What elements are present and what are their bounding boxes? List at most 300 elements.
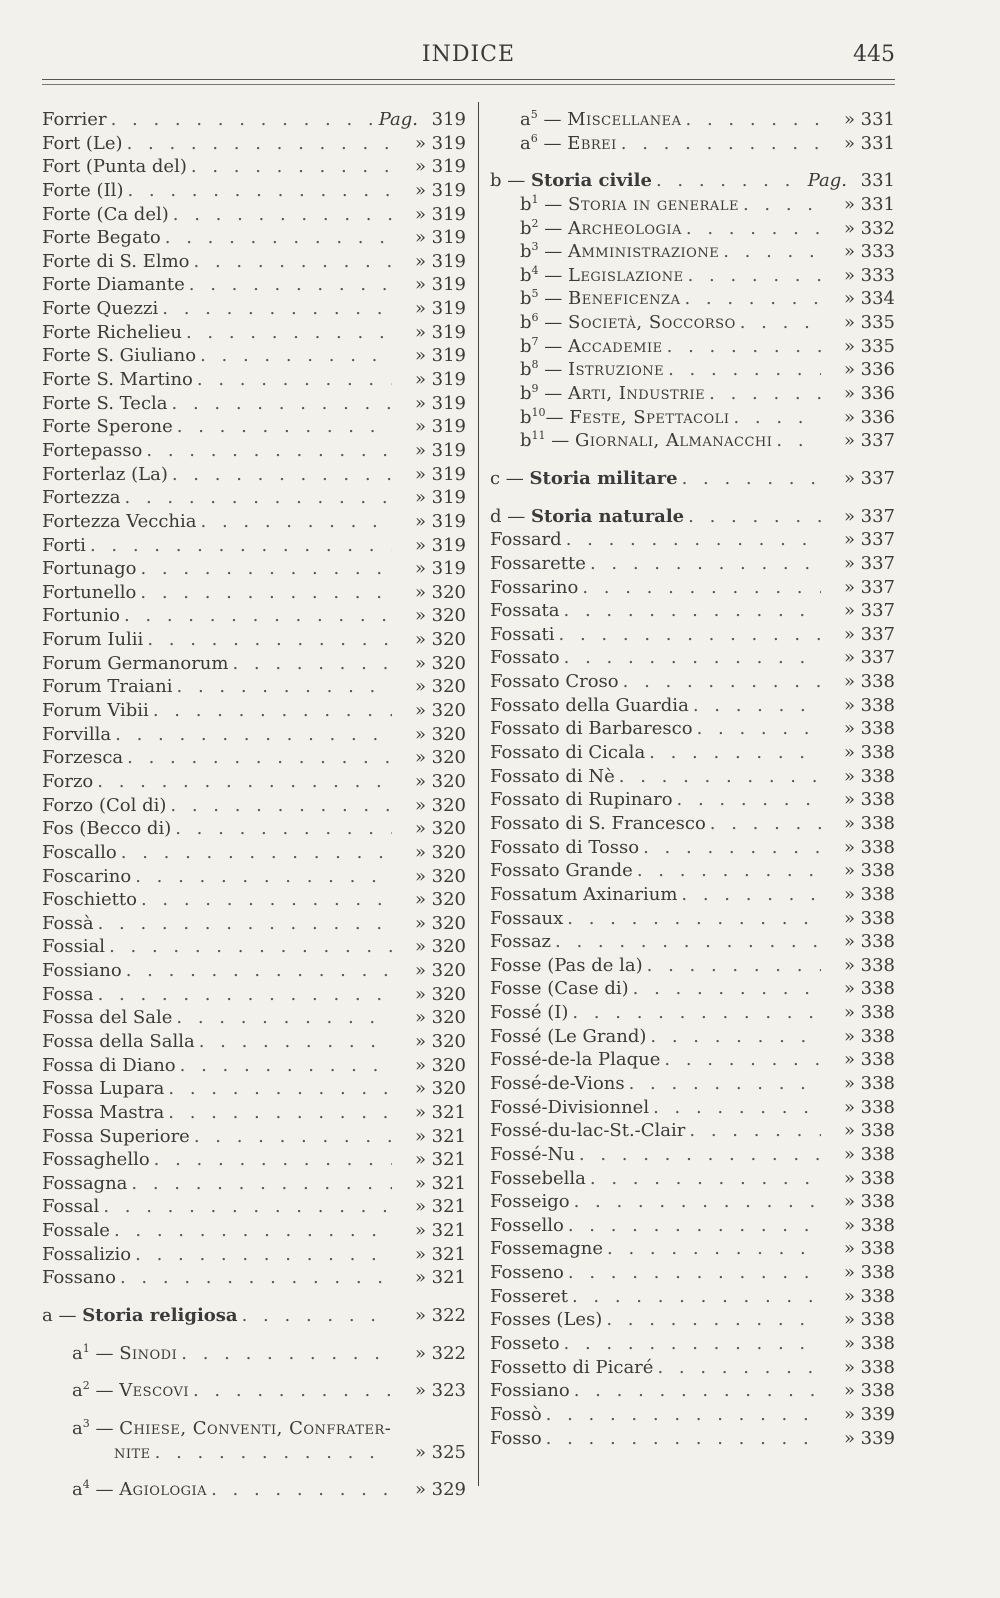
- dot-leader: [621, 132, 821, 156]
- entry-page: 338: [860, 1072, 895, 1094]
- index-entry: [490, 599, 895, 623]
- entry-name: Fossé (I): [490, 1002, 569, 1024]
- entry-name: Fosses (Les): [490, 1309, 603, 1331]
- entry-mark: »: [843, 264, 855, 286]
- entry-mark: »: [843, 467, 855, 489]
- entry-page: 338: [860, 789, 895, 811]
- dot-leader: [656, 169, 804, 193]
- entry-mark: »: [843, 1238, 855, 1260]
- entry-mark: »: [414, 700, 426, 722]
- dot-leader: [740, 311, 821, 335]
- entry-mark: »: [414, 439, 426, 461]
- entry-page: 337: [860, 467, 895, 489]
- entry-page: 337: [860, 529, 895, 551]
- dot-leader: [688, 264, 821, 288]
- entry-name: Fossello: [490, 1214, 564, 1236]
- entry-page: 325: [431, 1441, 466, 1463]
- entry-title: Amministrazione: [567, 241, 720, 263]
- entry-page: 320: [431, 770, 466, 792]
- entry-mark: »: [843, 694, 855, 716]
- entry-page: 321: [431, 1220, 466, 1242]
- entry-name: Fossato di Tosso: [490, 836, 640, 858]
- subsection-entry: [490, 429, 895, 453]
- entry-name: Forte S. Giuliano: [42, 345, 197, 367]
- entry-mark: »: [843, 288, 855, 310]
- entry-name: Forte S. Martino: [42, 369, 193, 391]
- index-entry: [42, 1195, 466, 1219]
- entry-page: 336: [860, 359, 895, 381]
- index-entry: [42, 817, 466, 841]
- entry-page: 320: [431, 912, 466, 934]
- index-entry: [490, 717, 895, 741]
- entry-name: Forzesca: [42, 747, 124, 769]
- dot-leader: [177, 675, 392, 699]
- entry-page: 336: [860, 383, 895, 405]
- index-entry: [42, 392, 466, 416]
- entry-page: 338: [860, 765, 895, 787]
- index-entry: [42, 628, 466, 652]
- entry-mark: »: [843, 789, 855, 811]
- dot-leader: [186, 321, 392, 345]
- entry-title: Chiese, Conventi, Confrater-: [119, 1417, 392, 1439]
- entry-superscript: 2: [82, 1379, 90, 1393]
- entry-page: 321: [431, 1149, 466, 1171]
- left-column: [42, 108, 466, 1502]
- entry-page: 337: [860, 430, 895, 452]
- entry-page: 320: [431, 983, 466, 1005]
- entry-page: 338: [860, 931, 895, 953]
- index-entry: [42, 132, 466, 156]
- dot-leader: [162, 297, 392, 321]
- dot-leader: [582, 576, 821, 600]
- entry-page: 319: [431, 203, 466, 225]
- index-entry: [42, 1148, 466, 1172]
- index-entry: [42, 250, 466, 274]
- entry-title: Sinodi: [119, 1342, 178, 1364]
- dot-leader: [103, 1195, 392, 1219]
- entry-page: 319: [431, 534, 466, 556]
- entry-page: 320: [431, 794, 466, 816]
- entry-mark: »: [414, 369, 426, 391]
- index-entry: [42, 723, 466, 747]
- entry-mark: »: [414, 936, 426, 958]
- entry-page: 338: [860, 1356, 895, 1378]
- dot-leader: [564, 646, 821, 670]
- entry-mark: »: [414, 250, 426, 272]
- entry-title: Storia militare: [529, 467, 678, 489]
- index-entry: [490, 1308, 895, 1332]
- entry-superscript: 1: [82, 1341, 90, 1355]
- dot-leader: [657, 1356, 821, 1380]
- entry-superscript: 9: [531, 382, 539, 396]
- dot-leader: [668, 358, 821, 382]
- entry-mark: »: [843, 241, 855, 263]
- entry-mark: »: [843, 1143, 855, 1165]
- entry-name: Forum Vibii: [42, 700, 149, 722]
- entry-name: Fossato Grande: [490, 860, 633, 882]
- entry-name: Fossato di Nè: [490, 765, 615, 787]
- dot-leader: [191, 155, 392, 179]
- entry-page: 319: [431, 321, 466, 343]
- dot-leader: [743, 193, 821, 217]
- entry-name: Fossebella: [490, 1167, 586, 1189]
- index-entry: [42, 415, 466, 439]
- dot-leader: [232, 652, 392, 676]
- entry-mark: »: [414, 1149, 426, 1171]
- entry-name: $b^4$ — Legislazione: [520, 263, 684, 286]
- index-entry: [42, 155, 466, 179]
- dot-leader: [181, 1342, 392, 1366]
- dot-leader: [193, 1379, 392, 1403]
- entry-mark: »: [843, 312, 855, 334]
- entry-mark: »: [414, 416, 426, 438]
- entry-name: $b^8$ — Istruzione: [520, 358, 665, 381]
- spacer: [490, 453, 895, 467]
- entry-mark: »: [843, 576, 855, 598]
- index-entry: [42, 935, 466, 959]
- entry-superscript: 6: [531, 311, 539, 325]
- entry-page: 338: [860, 694, 895, 716]
- entry-page: 337: [860, 647, 895, 669]
- entry-mark: »: [843, 1403, 855, 1425]
- entry-name: Fossiano: [490, 1380, 570, 1402]
- entry-page: 321: [431, 1196, 466, 1218]
- entry-mark: Pag.: [378, 109, 418, 130]
- dot-leader: [619, 765, 821, 789]
- entry-name: Fossé-de-Vions: [490, 1072, 625, 1094]
- entry-title: Storia naturale: [530, 505, 685, 527]
- dot-leader: [97, 770, 392, 794]
- index-entry: [42, 1101, 466, 1125]
- entry-name: Fos (Becco di): [42, 818, 172, 840]
- entry-superscript: 10: [531, 405, 546, 419]
- entry-title: Istruzione: [567, 359, 665, 381]
- entry-mark: »: [843, 1191, 855, 1213]
- entry-page: 319: [431, 510, 466, 532]
- dot-leader: [677, 788, 821, 812]
- entry-page: 338: [860, 883, 895, 905]
- entry-mark: »: [414, 912, 426, 934]
- dot-leader: [98, 983, 392, 1007]
- entry-name: Fortunago: [42, 558, 137, 580]
- entry-mark: »: [414, 558, 426, 580]
- entry-mark: »: [843, 505, 855, 527]
- page-title: INDICE: [421, 42, 516, 67]
- header-rule: [42, 79, 895, 85]
- left-section-list: [42, 1304, 466, 1502]
- entry-name: Fossa di Diano: [42, 1054, 176, 1076]
- index-entry: [42, 534, 466, 558]
- entry-name: $b^3$ — Amministrazione: [520, 240, 720, 263]
- entry-name: Forte S. Tecla: [42, 392, 168, 414]
- dot-leader: [155, 1441, 392, 1465]
- entry-name: Fossaz: [490, 931, 552, 953]
- dot-leader: [607, 1237, 821, 1261]
- subsection-entry: [490, 132, 895, 156]
- index-entry: [490, 670, 895, 694]
- subsection-entry-continued: [42, 1441, 466, 1465]
- dot-leader: [693, 694, 821, 718]
- entry-name: Fosseno: [490, 1262, 564, 1284]
- entry-title: Beneficenza: [567, 288, 681, 310]
- entry-page: 338: [860, 978, 895, 1000]
- entry-mark: »: [414, 1220, 426, 1242]
- entry-name: Forvilla: [42, 723, 112, 745]
- entry-mark: »: [414, 1479, 426, 1501]
- entry-page: 319: [431, 416, 466, 438]
- dot-leader: [131, 1172, 392, 1196]
- dot-leader: [653, 1096, 821, 1120]
- entry-superscript: 7: [531, 334, 539, 348]
- entry-mark: »: [843, 623, 855, 645]
- entry-name: Fossetto di Picaré: [490, 1356, 654, 1378]
- entry-page: 320: [431, 889, 466, 911]
- dot-leader: [154, 1148, 392, 1172]
- index-entry: [490, 1025, 895, 1049]
- entry-mark: »: [414, 534, 426, 556]
- dot-leader: [579, 1143, 821, 1167]
- entry-mark: »: [414, 605, 426, 627]
- entry-name: $b^{10}—$ Feste, Spettacoli: [520, 405, 730, 428]
- entry-mark: »: [414, 1030, 426, 1052]
- dot-leader: [121, 841, 392, 865]
- index-entry: [42, 1219, 466, 1243]
- entry-name: Fortunello: [42, 581, 137, 603]
- entry-name: $b^1$ — Storia in generale: [520, 192, 739, 215]
- index-entry: [42, 510, 466, 534]
- subsection-entry: [490, 358, 895, 382]
- index-entry: [42, 699, 466, 723]
- entry-title: Arti, Industrie: [567, 383, 706, 405]
- dot-leader: [546, 1403, 821, 1427]
- entry-page: 329: [431, 1479, 466, 1501]
- entry-mark: »: [414, 463, 426, 485]
- entry-mark: »: [843, 1049, 855, 1071]
- entry-mark: »: [843, 1120, 855, 1142]
- index-entry: [42, 1266, 466, 1290]
- entry-mark: »: [414, 345, 426, 367]
- dot-leader: [637, 859, 821, 883]
- index-entry: [490, 1332, 895, 1356]
- entry-mark: »: [414, 581, 426, 603]
- entry-mark: »: [843, 193, 855, 215]
- entry-superscript: 5: [530, 108, 538, 121]
- dot-leader: [567, 907, 821, 931]
- right-column: [490, 108, 895, 1450]
- entry-name: a — Storia religiosa: [42, 1305, 238, 1327]
- entry-page: 338: [860, 907, 895, 929]
- subsection-entry: [490, 193, 895, 217]
- entry-mark: »: [414, 818, 426, 840]
- index-entry: [490, 552, 895, 576]
- entry-mark: »: [843, 1333, 855, 1355]
- entry-mark: »: [843, 931, 855, 953]
- entry-page: 319: [431, 227, 466, 249]
- spacer: [490, 155, 895, 169]
- dot-leader: [564, 1332, 821, 1356]
- entry-mark: »: [843, 217, 855, 239]
- entry-name: Fossà: [42, 912, 94, 934]
- entry-mark: »: [414, 723, 426, 745]
- index-entry: [42, 912, 466, 936]
- index-entry: [490, 1143, 895, 1167]
- entry-name: Fossati: [490, 623, 555, 645]
- entry-page: 319: [431, 250, 466, 272]
- entry-name: Fossiano: [42, 960, 122, 982]
- dot-leader: [629, 1072, 821, 1096]
- entry-page: 338: [860, 718, 895, 740]
- subsection-entry: [490, 217, 895, 241]
- entry-mark: »: [843, 1285, 855, 1307]
- entry-name: $b^6$ — Società, Soccorso: [520, 311, 736, 334]
- index-entry: [490, 812, 895, 836]
- entry-name: Fosso: [490, 1427, 542, 1449]
- dot-leader: [165, 226, 392, 250]
- entry-page: 337: [860, 576, 895, 598]
- entry-page: 320: [431, 1030, 466, 1052]
- entry-mark: »: [414, 392, 426, 414]
- index-entry: [490, 883, 895, 907]
- entry-page: 339: [860, 1427, 895, 1449]
- entry-mark: Pag.: [807, 170, 847, 192]
- entry-page: 339: [860, 1403, 895, 1425]
- dot-leader: [664, 1048, 821, 1072]
- dot-leader: [697, 717, 821, 741]
- entry-mark: »: [843, 430, 855, 452]
- dot-leader: [126, 959, 392, 983]
- entry-superscript: 8: [531, 358, 539, 372]
- index-entry: [42, 1030, 466, 1054]
- index-entry: [42, 865, 466, 889]
- entry-name: $a^1$ — Sinodi: [72, 1341, 178, 1364]
- entry-page: 320: [431, 629, 466, 651]
- entry-page: 320: [431, 1054, 466, 1076]
- dot-leader: [723, 240, 821, 264]
- dot-leader: [176, 1006, 392, 1030]
- entry-mark: »: [414, 156, 426, 178]
- entry-mark: »: [843, 1427, 855, 1449]
- entry-page: 319: [431, 345, 466, 367]
- dot-leader: [109, 935, 392, 959]
- entry-name: Fort (Punta del): [42, 156, 187, 178]
- entry-name: $b^{11}$ — Giornali, Almanacchi: [520, 429, 773, 452]
- entry-name: Fossarino: [490, 576, 579, 598]
- entry-page: 338: [860, 860, 895, 882]
- entry-name: $b^7$ — Accademie: [520, 334, 663, 357]
- entry-superscript: 2: [531, 216, 539, 230]
- dot-leader: [115, 723, 392, 747]
- dot-leader: [776, 429, 821, 453]
- dot-leader: [90, 534, 392, 558]
- dot-leader: [127, 179, 392, 203]
- entry-name: Fortezza Vecchia: [42, 510, 197, 532]
- spacer: [42, 1365, 466, 1379]
- entry-name: Fortunio: [42, 605, 120, 627]
- entry-mark: »: [843, 335, 855, 357]
- dot-leader: [649, 741, 821, 765]
- dot-leader: [574, 1379, 821, 1403]
- dot-leader: [199, 1030, 392, 1054]
- subsection-entry: [490, 311, 895, 335]
- entry-mark: »: [843, 718, 855, 740]
- index-entry: [490, 836, 895, 860]
- index-entry: [42, 203, 466, 227]
- dot-leader: [650, 1025, 821, 1049]
- entry-page: 320: [431, 1078, 466, 1100]
- entry-mark: »: [414, 298, 426, 320]
- entry-name: Fort (Le): [42, 132, 123, 154]
- entry-page: 333: [860, 264, 895, 286]
- entry-page: 321: [431, 1243, 466, 1265]
- entry-name: Fossial: [42, 936, 106, 958]
- entry-page: 335: [860, 335, 895, 357]
- entry-name: Foscarino: [42, 865, 132, 887]
- dot-leader: [643, 836, 821, 860]
- entry-page: 331: [860, 109, 895, 130]
- entry-name: Forte Richelieu: [42, 321, 182, 343]
- entry-title: Società, Soccorso: [567, 312, 736, 334]
- entry-mark: »: [414, 227, 426, 249]
- dot-leader: [140, 581, 392, 605]
- entry-page: 331: [860, 132, 895, 154]
- dot-leader: [168, 1101, 392, 1125]
- dot-leader: [733, 406, 821, 430]
- spacer: [42, 1464, 466, 1478]
- entry-page: 337: [860, 552, 895, 574]
- index-entry: [42, 959, 466, 983]
- entry-mark: »: [414, 510, 426, 532]
- entry-name: $b^2$ — Archeologia: [520, 216, 682, 239]
- entry-page: 338: [860, 1333, 895, 1355]
- entry-title: Storia civile: [530, 170, 652, 192]
- entry-mark: »: [414, 132, 426, 154]
- entry-mark: »: [843, 812, 855, 834]
- dot-leader: [688, 505, 821, 529]
- entry-page: 333: [860, 241, 895, 263]
- entry-page: 320: [431, 676, 466, 698]
- entry-name: Forti: [42, 534, 86, 556]
- entry-page: 320: [431, 818, 466, 840]
- entry-mark: »: [414, 794, 426, 816]
- entry-page: 338: [860, 1025, 895, 1047]
- index-entry: [42, 1243, 466, 1267]
- entry-name: Fossard: [490, 529, 562, 551]
- entry-mark: »: [843, 529, 855, 551]
- entry-name: Fosseigo: [490, 1191, 570, 1213]
- entry-page: 338: [860, 1191, 895, 1213]
- section-heading-d: [490, 505, 895, 529]
- entry-mark: »: [414, 179, 426, 201]
- index-entry: [42, 179, 466, 203]
- entry-name: Fossagna: [42, 1172, 128, 1194]
- entry-mark: »: [843, 1262, 855, 1284]
- index-entry: [490, 1214, 895, 1238]
- dot-leader: [200, 344, 392, 368]
- index-entry: [490, 1167, 895, 1191]
- subsection-entry: [490, 264, 895, 288]
- dot-leader: [98, 912, 392, 936]
- entry-page: 338: [860, 1380, 895, 1402]
- dot-leader: [201, 510, 393, 534]
- subsection-entry: [42, 1478, 466, 1502]
- index-entry: [42, 273, 466, 297]
- subsection-entry: [490, 287, 895, 311]
- entry-name: c — Storia militare: [490, 467, 678, 489]
- index-entry: [490, 576, 895, 600]
- entry-name: Fossaux: [490, 907, 564, 929]
- entry-page: 320: [431, 723, 466, 745]
- index-entry: [490, 1001, 895, 1025]
